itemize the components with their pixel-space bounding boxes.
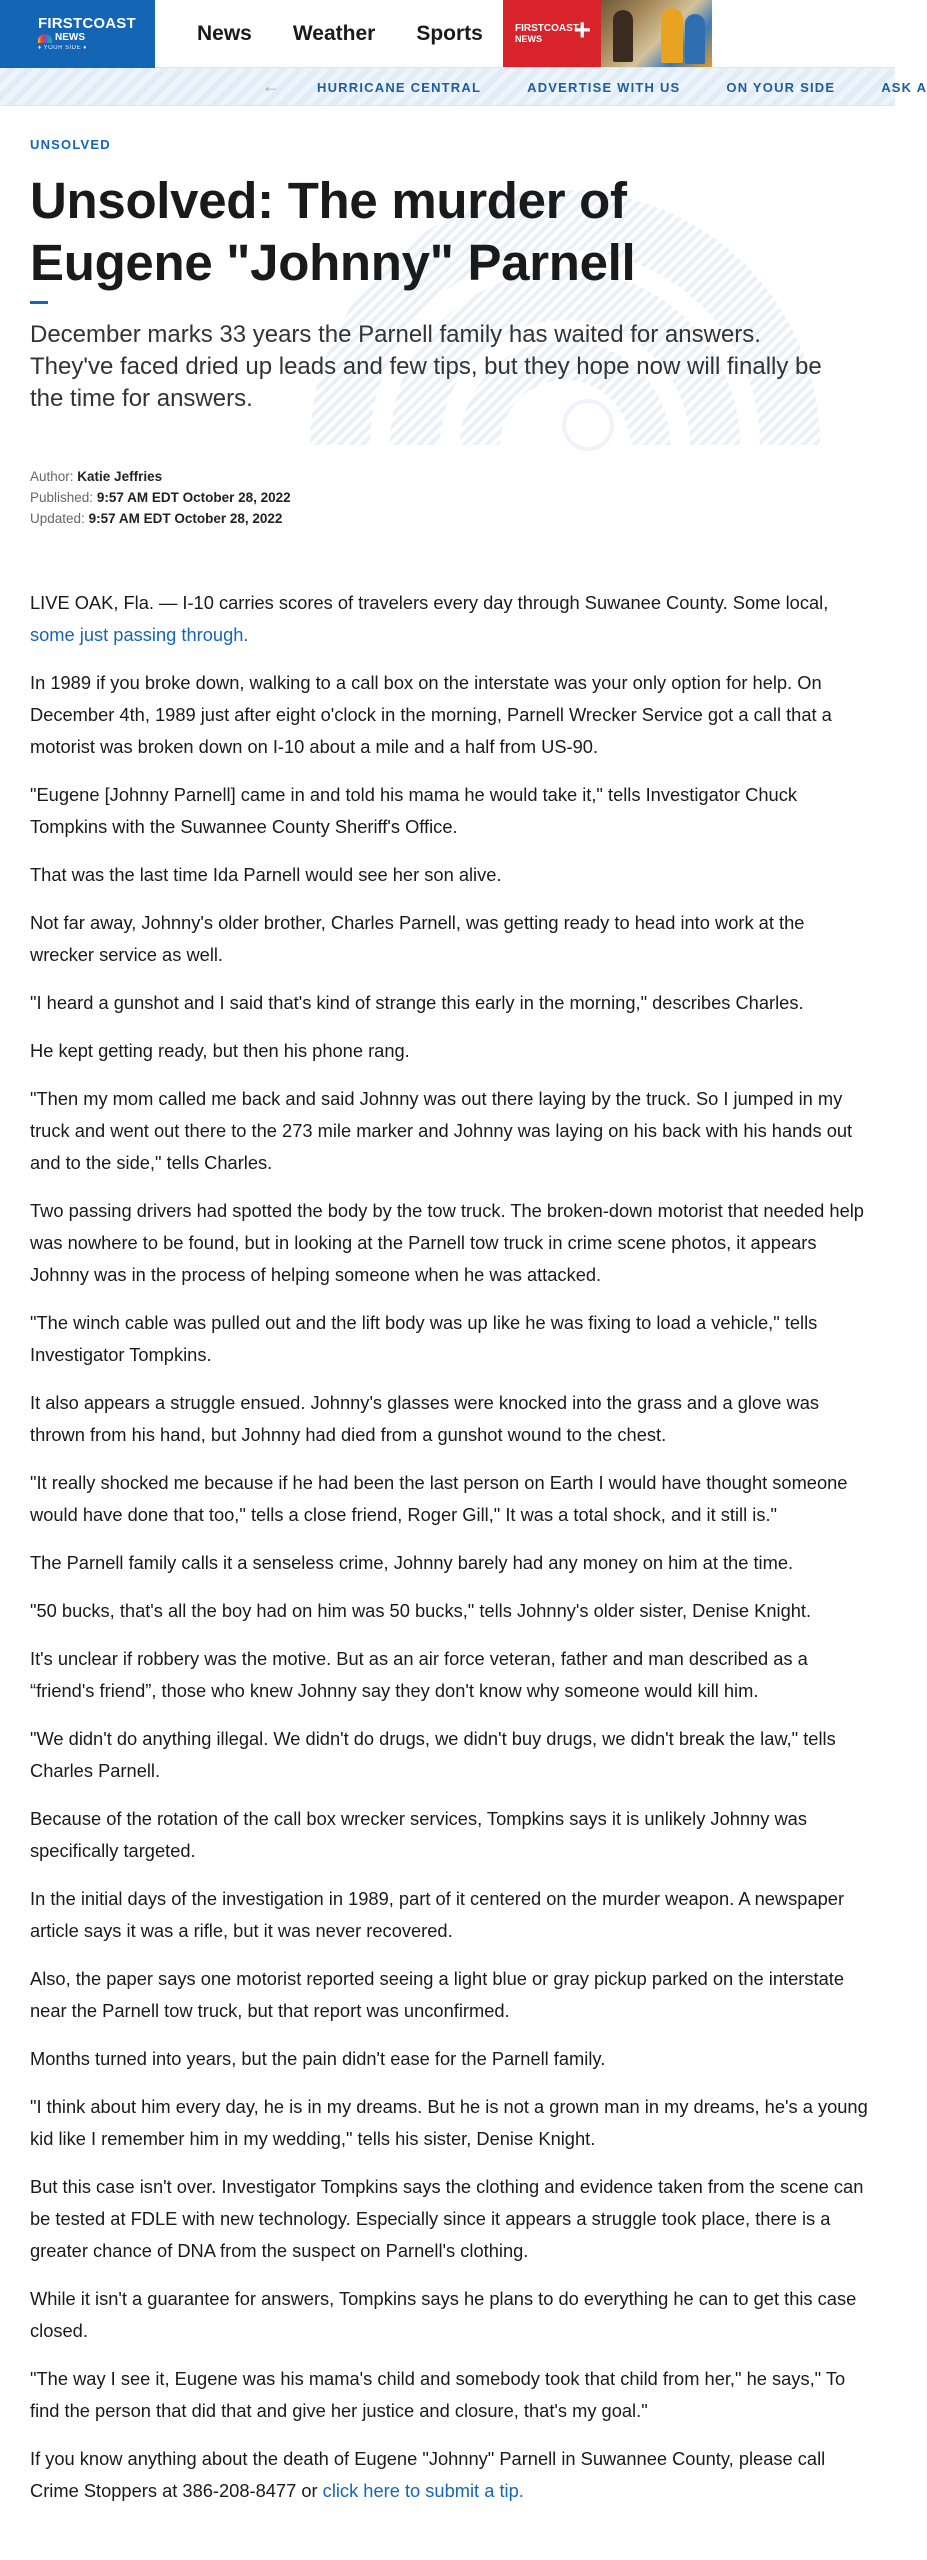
article-paragraph: In 1989 if you broke down, walking to a call box on the interstate was your only option for help. On December 4th, 1989 just after eight o'clock in the morning, Parnell Wrecker Service got a call that a motorist was broken down on I-10 about a mile and a half from US-90. xyxy=(30,672,832,757)
article-paragraph: Not far away, Johnny's older brother, Charles Parnell, was getting ready to head into work at the wrecker service as well. xyxy=(30,912,805,965)
inline-link[interactable]: some just passing through. xyxy=(30,624,249,645)
article-paragraph: "The winch cable was pulled out and the lift body was up like he was fixing to load a vehicle," tells Investigator Tompkins. xyxy=(30,1312,818,1365)
article-paragraph: "I heard a gunshot and I said that's kind of strange this early in the morning," describes Charles. xyxy=(30,992,804,1013)
article-paragraph: "We didn't do anything illegal. We didn't do drugs, we didn't buy drugs, we didn't break the law," tells Charles Parnell. xyxy=(30,1728,836,1781)
article-headline: Unsolved: The murder of Eugene "Johnny" Parnell xyxy=(30,172,636,291)
nav-sports[interactable]: Sports xyxy=(416,22,483,45)
article-paragraph: In the initial days of the investigation in 1989, part of it centered on the murder weapon. A newspaper article says it was a rifle, but it was never recovered. xyxy=(30,1888,845,1941)
article-paragraph: "The way I see it, Eugene was his mama's child and somebody took that child from her," he says," To find the person that did that and give her justice and closure, that's my goal." xyxy=(30,2368,846,2421)
anchors-promo-image xyxy=(601,0,712,67)
article-paragraph: Months turned into years, but the pain didn't ease for the Parnell family. xyxy=(30,2048,606,2069)
article-paragraph: That was the last time Ida Parnell would see her son alive. xyxy=(30,864,502,885)
article-paragraph: Also, the paper says one motorist reported seeing a light blue or gray pickup parked on the interstate near the Parnell tow truck, but that report was unconfirmed. xyxy=(30,1968,844,2021)
article-paragraph: It's unclear if robbery was the motive. But as an air force veteran, father and man described as a “friend's friend”, those who knew Johnny say they don't know why someone would kill him. xyxy=(30,1648,808,1701)
article-deck: December marks 33 years the Parnell family has waited for answers. They've faced dried up leads and few tips, but they hope now will finally be the time for answers. xyxy=(30,321,822,412)
article-paragraph: "Eugene [Johnny Parnell] came in and told his mama he would take it," tells Investigator Chuck Tompkins with the Suwannee County Sheriff's Office. xyxy=(30,784,797,837)
plus-icon: + xyxy=(573,14,591,47)
article-paragraph: If you know anything about the death of Eugene "Johnny" Parnell in Suwannee County, please call Crime Stoppers at 386-208-8477 or click here to submit a tip. xyxy=(30,2448,826,2501)
article-paragraph: The Parnell family calls it a senseless crime, Johnny barely had any money on him at the time. xyxy=(30,1552,794,1573)
article-paragraph: "Then my mom called me back and said Johnny was out there laying by the truck. So I jumped in my truck and went out there to the 273 mile marker and Johnny was laying on his back with his hands out and to the side," tells Charles. xyxy=(30,1088,853,1173)
section-kicker[interactable]: UNSOLVED xyxy=(30,137,111,152)
article-paragraph: "I think about him every day, he is in my dreams. But he is not a grown man in my dreams, he's a young kid like I remember him in my wedding," tells his sister, Denise Knight. xyxy=(30,2096,868,2149)
headline-divider xyxy=(30,301,48,304)
logo-tagline: ♦ YOUR SIDE ♦ xyxy=(38,45,87,51)
news-plus-promo[interactable] xyxy=(503,0,712,67)
subnav-on-your-side[interactable]: ON YOUR SIDE xyxy=(726,79,836,95)
main-nav xyxy=(197,0,483,68)
article-paragraph: "50 bucks, that's all the boy had on him was 50 bucks," tells Johnny's older sister, Denise Knight. xyxy=(30,1600,812,1621)
article-paragraph: "It really shocked me because if he had been the last person on Earth I would have thought someone would have done that too," tells a close friend, Roger Gill," It was a total shock, and it still is." xyxy=(30,1472,848,1525)
nav-weather[interactable]: Weather xyxy=(292,22,376,45)
submit-tip-link[interactable]: click here to submit a tip. xyxy=(322,2480,524,2501)
peacock-icon xyxy=(38,34,52,43)
article-paragraph: He kept getting ready, but then his phone rang. xyxy=(30,1040,410,1061)
article-paragraph: But this case isn't over. Investigator Tompkins says the clothing and evidence taken from the scene can be tested at FDLE with new technology. Especially since it appears a struggle took place, there is a greater chance of DNA from the suspect on Parnell's clothing. xyxy=(30,2176,864,2261)
article-body xyxy=(30,587,870,2523)
article-paragraph: Because of the rotation of the call box wrecker services, Tompkins says it is unlikely Johnny was specifically targeted. xyxy=(30,1808,807,1861)
article-paragraph: While it isn't a guarantee for answers, Tompkins says he plans to do everything he can to get this case closed. xyxy=(30,2288,857,2341)
subnav-hurricane-central[interactable]: HURRICANE CENTRAL xyxy=(317,79,482,95)
logo-line-1: FIRSTCOAST xyxy=(38,15,136,32)
secondary-nav xyxy=(0,68,927,106)
article-paragraph: LIVE OAK, Fla. — I-10 carries scores of travelers every day through Suwanee County. Some local, some just passing through. xyxy=(30,592,829,645)
news-plus-logo: FIRSTCOAST NEWS + xyxy=(503,0,601,67)
scroll-left-arrow-icon[interactable]: ← xyxy=(262,76,280,96)
author-name: Katie Jeffries xyxy=(77,469,163,484)
subnav-ask[interactable]: ASK A xyxy=(881,79,927,95)
nav-news[interactable]: News xyxy=(197,22,252,45)
site-logo[interactable] xyxy=(0,0,155,68)
byline: Author: Katie Jeffries Published: 9:57 AM EDT October 28, 2022 Updated: 9:57 AM EDT October 28, 2022 xyxy=(30,469,291,526)
subnav-advertise[interactable]: ADVERTISE WITH US xyxy=(527,79,681,95)
top-navigation-bar xyxy=(0,0,895,68)
published-date: 9:57 AM EDT October 28, 2022 xyxy=(96,490,291,505)
logo-line-2: NEWS xyxy=(55,32,85,43)
article-paragraph: It also appears a struggle ensued. Johnny's glasses were knocked into the grass and a glove was thrown from his hand, but Johnny had died from a gunshot wound to the chest. xyxy=(30,1392,820,1445)
article-paragraph: Two passing drivers had spotted the body by the tow truck. The broken-down motorist that needed help was nowhere to be found, but in looking at the Parnell tow truck in crime scene photos, it appears Johnny was in the process of helping someone when he was attacked. xyxy=(30,1200,864,1285)
updated-date: 9:57 AM EDT October 28, 2022 xyxy=(88,511,283,526)
